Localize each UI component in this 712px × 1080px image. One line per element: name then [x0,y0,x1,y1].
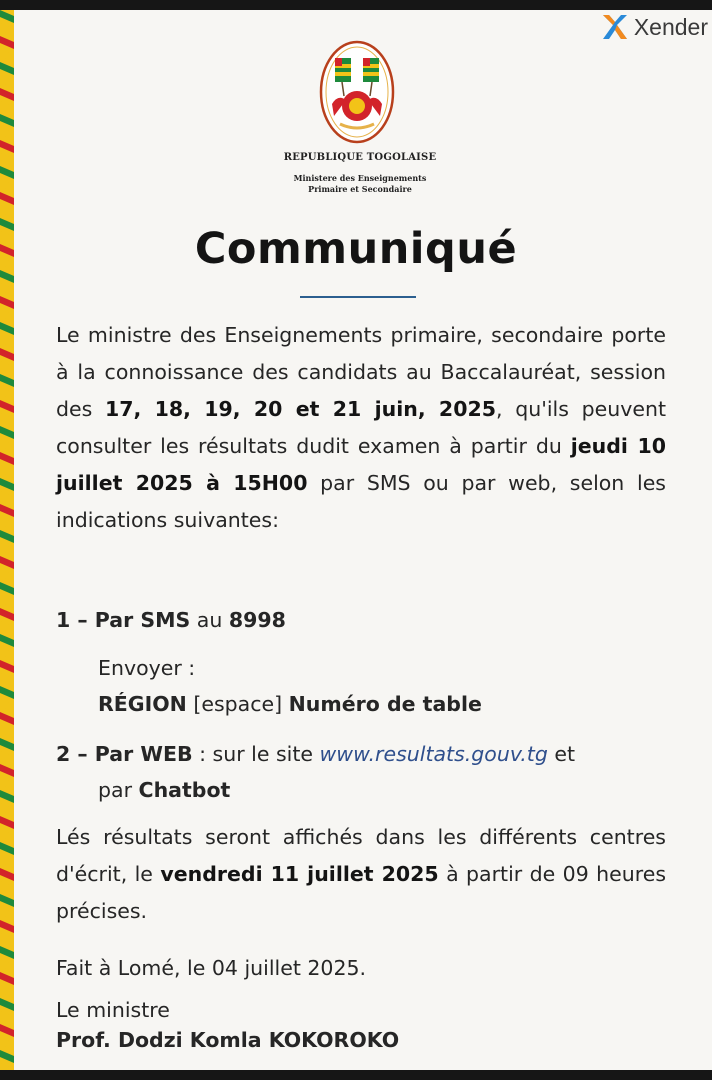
chatbot-par: par [98,778,139,802]
intro-paragraph [56,317,666,539]
xender-logo-icon [600,12,630,42]
sms-format [98,686,482,723]
display-date: vendredi 11 juillet 2025 [160,862,439,886]
display-paragraph [56,819,666,930]
signatory-role: Le ministre [56,998,170,1022]
place-date: Fait à Lomé, le 04 juillet 2025. [56,956,367,980]
sms-au: au [190,608,229,632]
togo-coat-of-arms-icon [318,38,396,146]
sms-short-code: 8998 [228,608,286,632]
ministry-line-2: Primaire et Secondaire [308,184,412,194]
web-option [56,736,575,773]
bottom-bar [0,1070,712,1080]
chatbot-option [98,772,230,809]
chatbot-label: Chatbot [138,778,231,802]
sms-format-table: Numéro de table [288,692,482,716]
sms-format-space: [espace] [186,692,289,716]
web-after-url: et [547,742,576,766]
xender-label: Xender [633,13,708,40]
sms-format-region: RÉGION [98,692,187,716]
ministry-name [210,173,510,195]
country-name: REPUBLIQUE TOGOLAISE [283,152,437,163]
display-text-1: Lés résultats seront affichés dans les différents centres d'écrit, le [56,825,666,886]
results-website-link[interactable]: www.resultats.gouv.tg [319,742,548,766]
session-dates: 17, 18, 19, 20 et 21 juin, 2025 [105,397,496,421]
signatory-name [56,1022,399,1059]
intro-text-1: Le ministre des Enseignements primaire, secondaire porte à la connoissance des candidats au Baccalauréat, session des [56,323,666,421]
sms-send-label: Envoyer : [98,656,196,680]
sms-method: Par SMS [94,608,191,632]
ministry-line-1: Ministere des Enseignements [293,173,427,183]
display-text-2: à partir de 09 heures précises. [56,862,667,923]
intro-text-2: , qu'ils peuvent consulter les résultats dudit examen à partir du [56,397,667,458]
web-method: Par WEB [94,742,193,766]
release-datetime: jeudi 10 juillet 2025 à 15H00 [56,434,667,495]
intro-text-3: par SMS ou par web, selon les indications suivantes: [56,471,666,532]
xender-watermark [600,12,708,42]
web-number: 2 – [56,742,95,766]
flag-color-border [0,10,14,1070]
sms-option [56,602,286,639]
title-underline [300,296,416,298]
signatory-name-text: Prof. Dodzi Komla KOKOROKO [56,1028,400,1052]
communique-document [0,10,712,1070]
page-title: Communiqué [194,224,518,274]
sms-number: 1 – [56,608,95,632]
web-text: : sur le site [192,742,320,766]
